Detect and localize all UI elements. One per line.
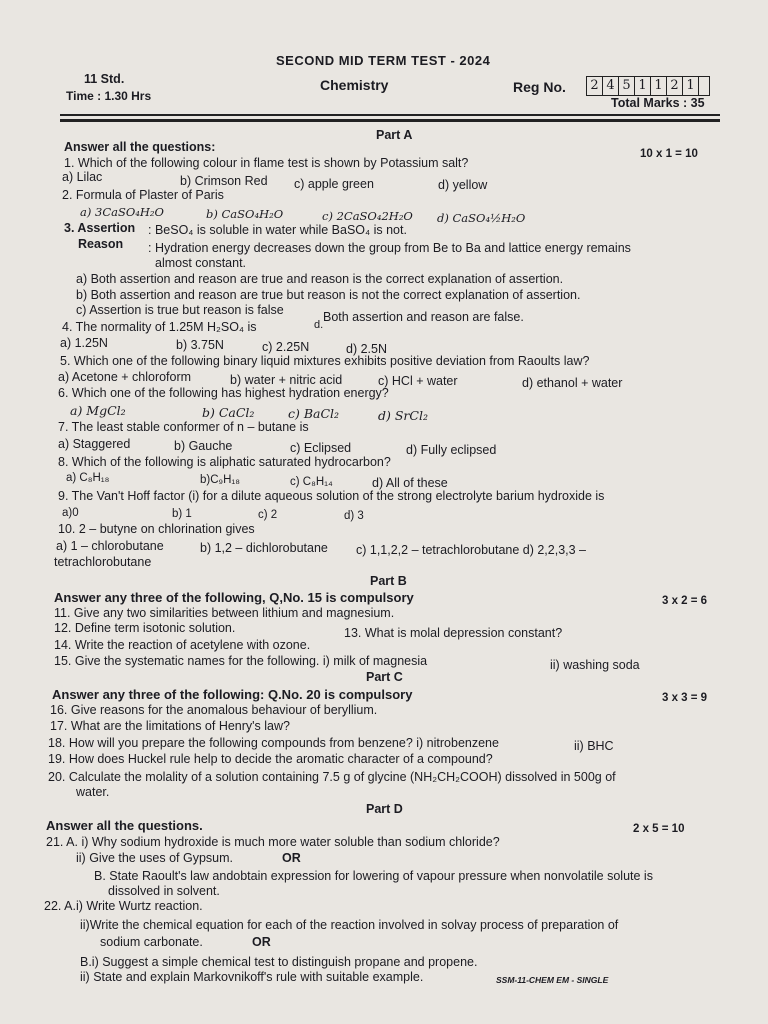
q7-option-a: a) Staggered <box>58 437 131 451</box>
question-5: 5. Which one of the following binary liquid mixtures exhibits positive deviation from Raoults law? <box>60 354 590 368</box>
reg-digit: 2 <box>587 77 603 95</box>
q10-option-d-cont: tetrachlorobutane <box>54 555 152 569</box>
question-9: 9. The Van't Hoff factor (i) for a dilute aqueous solution of the strong electrolyte barium hydroxide is <box>58 489 605 503</box>
part-d-title: Part D <box>366 802 403 816</box>
part-a-instruction: Answer all the questions: <box>64 140 216 154</box>
q9-option-c: c) 2 <box>258 509 278 521</box>
q3-assertion-label: 3. Assertion <box>64 221 136 235</box>
reg-label: Reg No. <box>513 79 566 95</box>
question-8: 8. Which of the following is aliphatic saturated hydrocarbon? <box>58 455 391 469</box>
part-a-marks: 10 x 1 = 10 <box>640 148 698 160</box>
q10-option-a: a) 1 – chlorobutane <box>56 539 164 553</box>
question-21b: B. State Raoult's law andobtain expression for lowering of vapour pressure when nonvolatile solute is <box>94 869 653 883</box>
q9-option-b: b) 1 <box>172 508 192 520</box>
reg-digit: 1 <box>683 77 699 95</box>
q4-option-a: a) 1.25N <box>60 336 108 350</box>
q6-option-c: c) BaCl₂ <box>288 406 340 421</box>
question-21a-ii: ii) Give the uses of Gypsum. <box>76 851 234 865</box>
question-12: 12. Define term isotonic solution. <box>54 621 236 635</box>
q3-assertion: : BeSO₄ is soluble in water while BaSO₄ is not. <box>148 223 407 237</box>
q10-option-c-d: c) 1,1,2,2 – tetrachlorobutane d) 2,2,3,3 – <box>356 543 587 557</box>
part-b-title: Part B <box>370 574 407 588</box>
part-d-instruction: Answer all the questions. <box>46 818 203 833</box>
q15-part-ii: ii) washing soda <box>550 658 640 672</box>
q8-option-b: b)C₉H₁₈ <box>200 474 241 486</box>
q3-reason-label: Reason <box>78 237 124 251</box>
q1-option-b: b) Crimson Red <box>180 174 268 188</box>
question-20: 20. Calculate the molality of a solution containing 7.5 g of glycine (NH₂CH₂COOH) dissolved in 500g of <box>48 770 616 784</box>
subject: Chemistry <box>320 77 389 93</box>
question-22a-ii-cont: sodium carbonate. <box>100 935 203 949</box>
q21-or: OR <box>282 851 301 865</box>
question-6: 6. Which one of the following has highest hydration energy? <box>58 386 389 400</box>
q5-option-d: d) ethanol + water <box>522 376 623 390</box>
q7-option-d: d) Fully eclipsed <box>406 443 497 457</box>
duration: Time : 1.30 Hrs <box>66 89 152 103</box>
q20-cont: water. <box>76 785 110 799</box>
q1-option-d: d) yellow <box>438 178 488 192</box>
q5-option-c: c) HCl + water <box>378 374 458 388</box>
question-18: 18. How will you prepare the following compounds from benzene? i) nitrobenzene <box>48 736 499 750</box>
q4-option-b: b) 3.75N <box>176 338 224 352</box>
question-7: 7. The least stable conformer of n – butane is <box>58 420 309 434</box>
q2-option-b: b) CaSO₄H₂O <box>206 207 284 221</box>
reg-blank <box>699 77 709 95</box>
q6-option-a: a) MgCl₂ <box>70 403 126 418</box>
question-21b-cont: dissolved in solvent. <box>108 884 220 898</box>
question-1: 1. Which of the following colour in flame test is shown by Potassium salt? <box>64 156 469 170</box>
q2-option-a: a) 3CaSO₄H₂O <box>80 205 164 219</box>
footer-code: SSM-11-CHEM EM - SINGLE <box>496 975 609 985</box>
q10-option-b: b) 1,2 – dichlorobutane <box>200 541 328 555</box>
question-4: 4. The normality of 1.25M H₂SO₄ is <box>62 320 257 334</box>
question-14: 14. Write the reaction of acetylene with ozone. <box>54 638 311 652</box>
q4-option-c: c) 2.25N <box>262 340 310 354</box>
q3-handwritten-mark: d. <box>314 319 324 331</box>
q8-option-c: c) C₈H₁₄ <box>290 476 333 488</box>
question-17: 17. What are the limitations of Henry's law? <box>50 719 290 733</box>
q3-option-d: Both assertion and reason are false. <box>323 310 524 324</box>
part-c-marks: 3 x 3 = 9 <box>662 692 708 704</box>
q5-option-a: a) Acetone + chloroform <box>58 370 192 384</box>
q6-option-b: b) CaCl₂ <box>202 405 255 420</box>
q3-option-a: a) Both assertion and reason are true and reason is the correct explanation of assertion. <box>76 272 564 286</box>
question-16: 16. Give reasons for the anomalous behaviour of beryllium. <box>50 703 378 717</box>
question-22b-i: B.i) Suggest a simple chemical test to distinguish propane and propene. <box>80 955 478 969</box>
q5-option-b: b) water + nitric acid <box>230 373 343 387</box>
question-13: 13. What is molal depression constant? <box>344 626 563 640</box>
reg-number-box <box>586 76 710 96</box>
part-b-instruction: Answer any three of the following, Q,No. 15 is compulsory <box>54 590 414 605</box>
q9-option-a: a)0 <box>62 507 79 519</box>
q18-part-ii: ii) BHC <box>574 739 614 753</box>
question-10: 10. 2 – butyne on chlorination gives <box>58 522 255 536</box>
part-c-instruction: Answer any three of the following: Q.No. 20 is compulsory <box>52 687 413 702</box>
question-15: 15. Give the systematic names for the following. i) milk of magnesia <box>54 654 428 668</box>
q9-option-d: d) 3 <box>344 510 364 522</box>
total-marks: Total Marks : 35 <box>611 96 705 110</box>
q2-option-c: c) 2CaSO₄2H₂O <box>322 209 413 223</box>
reg-digit: 4 <box>603 77 619 95</box>
question-11: 11. Give any two similarities between lithium and magnesium. <box>54 606 395 620</box>
reg-digit: 5 <box>619 77 635 95</box>
part-b-marks: 3 x 2 = 6 <box>662 595 708 607</box>
q3-reason-cont: almost constant. <box>155 256 247 270</box>
q3-reason: : Hydration energy decreases down the group from Be to Ba and lattice energy remains <box>148 241 631 255</box>
q7-option-c: c) Eclipsed <box>290 441 352 455</box>
standard: 11 Std. <box>84 72 125 86</box>
question-19: 19. How does Huckel rule help to decide the aromatic character of a compound? <box>48 752 493 766</box>
reg-digit: 1 <box>651 77 667 95</box>
q6-option-d: d) SrCl₂ <box>378 408 428 423</box>
q8-option-a: a) C₈H₁₈ <box>66 472 110 484</box>
q4-option-d: d) 2.5N <box>346 342 387 356</box>
exam-title: SECOND MID TERM TEST - 2024 <box>276 53 491 68</box>
question-22a-ii: ii)Write the chemical equation for each of the reaction involved in solvay process of preparation of <box>80 918 619 932</box>
q7-option-b: b) Gauche <box>174 439 233 453</box>
q8-option-d: d) All of these <box>372 476 448 490</box>
q3-option-c: c) Assertion is true but reason is false <box>76 303 284 317</box>
q1-option-c: c) apple green <box>294 177 374 191</box>
q1-option-a: a) Lilac <box>62 170 103 184</box>
q22-or: OR <box>252 935 271 949</box>
question-2: 2. Formula of Plaster of Paris <box>62 188 224 202</box>
reg-digit: 2 <box>667 77 683 95</box>
reg-digit: 1 <box>635 77 651 95</box>
part-d-marks: 2 x 5 = 10 <box>633 823 685 835</box>
part-c-title: Part C <box>366 670 403 684</box>
q2-option-d: d) CaSO₄½H₂O <box>437 211 526 225</box>
question-21a: 21. A. i) Why sodium hydroxide is much more water soluble than sodium chloride? <box>46 835 500 849</box>
question-22a: 22. A.i) Write Wurtz reaction. <box>44 899 203 913</box>
q3-option-b: b) Both assertion and reason are true but reason is not the correct explanation of assertion. <box>76 288 581 302</box>
question-22b-ii: ii) State and explain Markovnikoff's rule with suitable example. <box>80 970 424 984</box>
header-rule-thick <box>60 119 720 122</box>
part-a-title: Part A <box>376 128 413 142</box>
header-rule <box>60 114 720 116</box>
